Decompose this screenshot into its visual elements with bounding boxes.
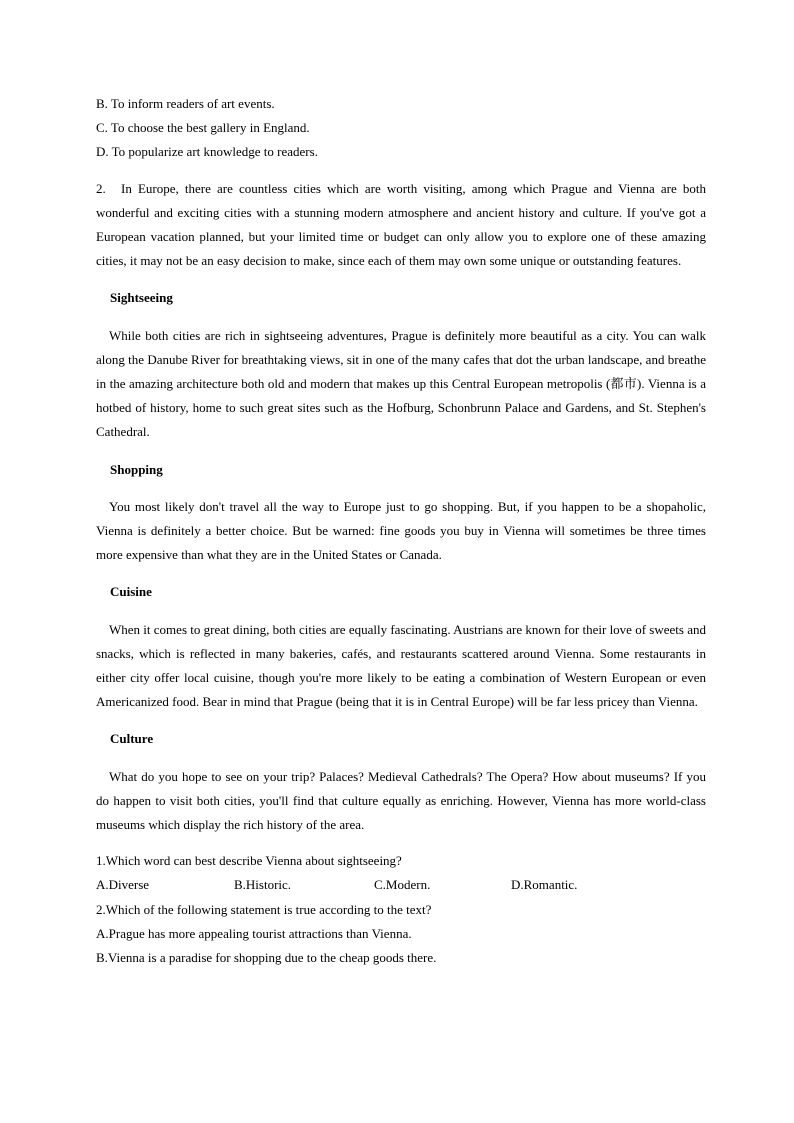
question-2: [96, 898, 706, 971]
previous-question-options: [96, 92, 706, 165]
section-text-sightseeing: While both cities are rich in sightseeing adventures, Prague is definitely more beautiful as a city. You can walk along the Danube River for breathtaking views, sit in one of the many cafes that dot the urban landscape, and breathe in the amazing architecture both old and modern that makes up this Central European metropolis (都市). Vienna is a hotbed of history, home to such great sites such as the Hofburg, Schonbrunn Palace and Gardens, and St. Stephen's Cathedral.: [96, 327, 706, 440]
choice-a: A.Prague has more appealing tourist attractions than Vienna.: [96, 925, 412, 941]
document-page: [96, 92, 706, 970]
section-heading-shopping: Shopping: [110, 461, 163, 477]
section-heading-culture: Culture: [110, 731, 154, 747]
section-text-cuisine: When it comes to great dining, both cities are equally fascinating. Austrians are known for their love of sweets and snacks, which is reflected in many bakeries, cafés, and restaurants scattered around Vienna. Some restaurants in either city offer local cuisine, though you're more likely to be eating a combination of Western European or even Americanized food. Bear in mind that Prague (being that it is in Central Europe) will be far less pricey than Vienna.: [96, 621, 706, 710]
choice-c: C.Modern.: [374, 877, 431, 893]
question-stem: 2.Which of the following statement is true according to the text?: [96, 901, 432, 917]
choice-b: B.Vienna is a paradise for shopping due to the cheap goods there.: [96, 950, 437, 966]
section-heading-sightseeing: Sightseeing: [110, 290, 173, 306]
section-text-culture: What do you hope to see on your trip? Palaces? Medieval Cathedrals? The Opera? How about museums? If you do happen to visit both cities, you'll find that culture equally as enriching. However, Vienna has more world-class museums which display the rich history of the area.: [96, 768, 706, 833]
choice-d: D.Romantic.: [511, 877, 578, 893]
passage-number: 2.: [96, 180, 106, 196]
choice-b: B.Historic.: [234, 877, 292, 893]
option-b: B. To inform readers of art events.: [96, 96, 275, 111]
passage-intro-text: In Europe, there are countless cities which are worth visiting, among which Prague and Vienna are both wonderful and exciting cities with a stunning modern atmosphere and ancient history and culture. If you've got a European vacation planned, but your limited time or budget can only allow you to explore one of these amazing cities, it may not be an easy decision to make, since each of them may own some unique or outstanding features.: [96, 180, 706, 269]
section-text-shopping: You most likely don't travel all the way to Europe just to go shopping. But, if you happen to be a shopaholic, Vienna is definitely a better choice. But be warned: fine goods you buy in Vienna will sometimes be three times more expensive than what they are in the United States or Canada.: [96, 498, 706, 563]
option-c: C. To choose the best gallery in England.: [96, 120, 310, 136]
passage-intro: [96, 177, 706, 274]
question-stem: 1.Which word can best describe Vienna about sightseeing?: [96, 853, 402, 869]
choice-a: A.Diverse: [96, 877, 150, 893]
question-1: [96, 849, 706, 897]
section-heading-cuisine: Cuisine: [110, 584, 152, 600]
option-d: D. To popularize art knowledge to readers.: [96, 144, 318, 160]
answer-choices: [96, 873, 706, 897]
